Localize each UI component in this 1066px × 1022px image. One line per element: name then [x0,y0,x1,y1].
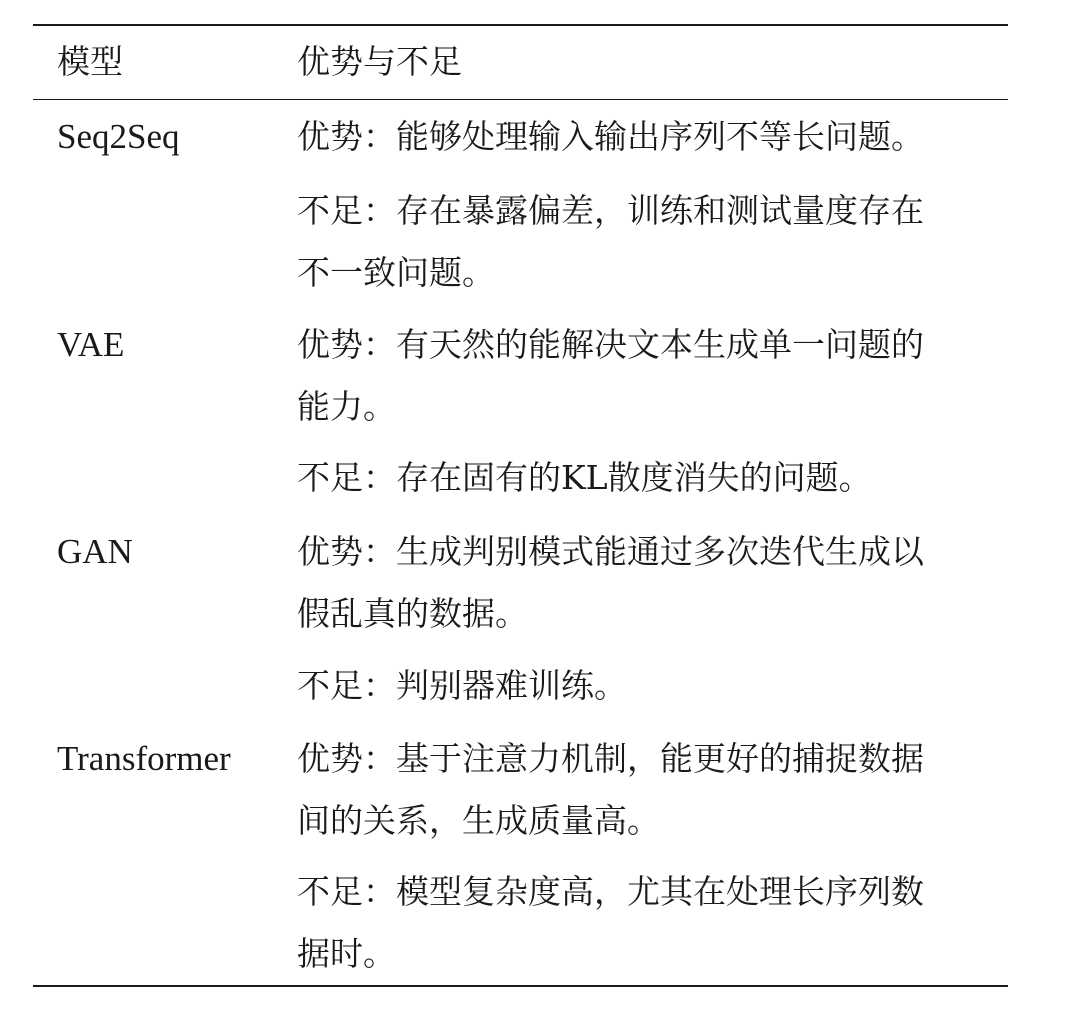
gan-con-line-1: 不足：判别器难训练。 [297,666,627,705]
header-rule [33,99,1008,100]
seq2seq-con-line-2: 不一致问题。 [297,253,495,292]
gan-pro-line-2: 假乱真的数据。 [297,594,528,633]
transformer-pro [297,728,997,852]
gan-pro-line-1: 优势：生成判别模式能通过多次迭代生成以 [297,532,924,571]
model-gan: GAN [57,532,133,571]
header-model: 模型 [57,42,123,81]
transformer-pro-line-2: 间的关系，生成质量高。 [297,801,660,840]
transformer-pro-line-1: 优势：基于注意力机制，能更好的捕捉数据 [297,739,924,778]
model-seq2seq: Seq2Seq [57,117,180,156]
transformer-con-line-2: 据时。 [297,934,396,973]
seq2seq-con [297,180,997,304]
seq2seq-pro-line-1: 优势：能够处理输入输出序列不等长问题。 [297,117,924,156]
vae-con [297,447,997,509]
vae-con-line-1: 不足：存在固有的KL散度消失的问题。 [297,458,872,497]
header-pros-cons: 优势与不足 [297,42,462,81]
vae-pro-line-1: 优势：有天然的能解决文本生成单一问题的 [297,325,924,364]
top-rule [33,24,1008,26]
bottom-rule [33,985,1008,987]
vae-pro-line-2: 能力。 [297,387,396,426]
seq2seq-con-line-1: 不足：存在暴露偏差，训练和测试量度存在 [297,191,924,230]
gan-con [297,655,997,717]
gan-pro [297,521,997,645]
transformer-con-line-1: 不足：模型复杂度高，尤其在处理长序列数 [297,872,924,911]
model-transformer: Transformer [57,739,231,778]
model-vae: VAE [57,325,125,364]
transformer-con [297,861,997,985]
vae-pro [297,314,997,438]
seq2seq-pro [297,106,997,168]
